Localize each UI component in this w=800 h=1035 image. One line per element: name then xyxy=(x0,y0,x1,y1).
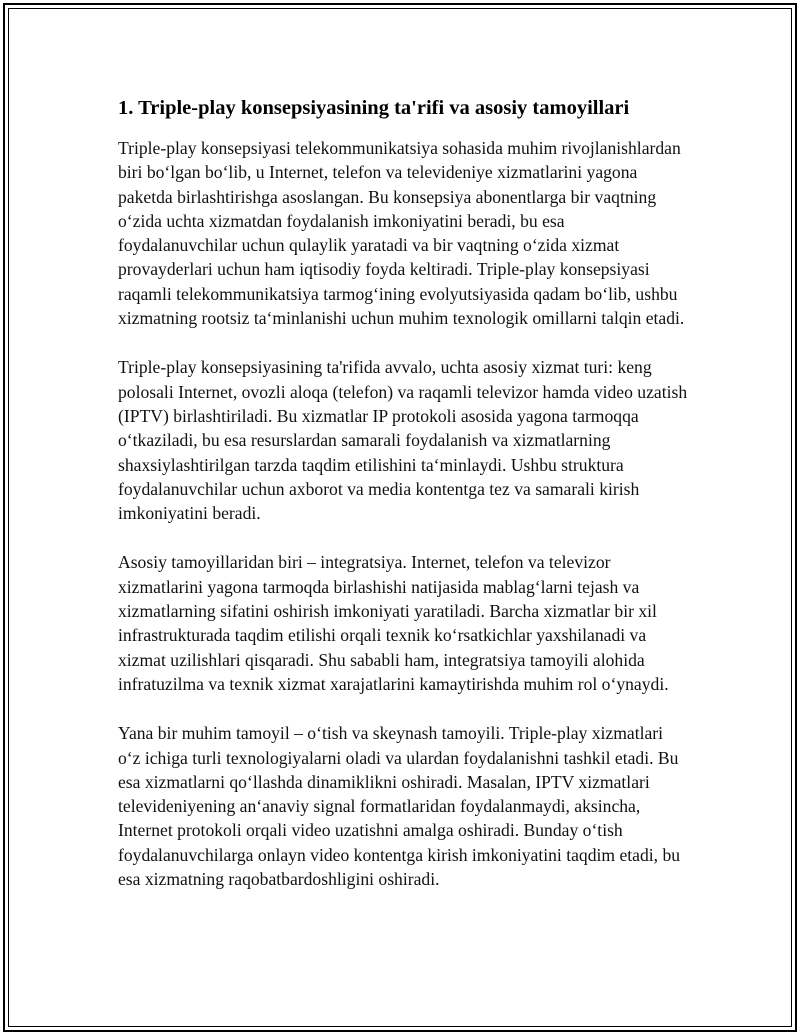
paragraph-1: Triple-play konsepsiyasi telekommunikatsiya sohasida muhim rivojlanishlardan biri bo‘lgan bo‘lib, u Internet, telefon va televideniye xizmatlarini yagona paketda birlashtirishga asoslangan. Bu konsepsiya abonentlarga bir vaqtning o‘zida uchta xizmatdan foydalanish imkoniyatini beradi, bu esa foydalanuvchilar uchun qulaylik yaratadi va bir vaqtning o‘zida xizmat provayderlari uchun ham iqtisodiy foyda keltiradi. Triple-play konsepsiyasi raqamli telekommunikatsiya tarmog‘ining evolyutsiyasida qadam bo‘lib, ushbu xizmatning rootsiz ta‘minlanishi uchun muhim texnologik omillarni talqin etadi. xyxy=(118,138,685,329)
paragraph-2: Triple-play konsepsiyasining ta'rifida avvalo, uchta asosiy xizmat turi: keng polosali Internet, ovozli aloqa (telefon) va raqamli televizor hamda video uzatish (IPTV) birlashtiriladi. Bu xizmatlar IP protokoli asosida yagona tarmoqqa o‘tkaziladi, bu esa resurslardan samarali foydalanish va xizmatlarning shaxsiylashtirilgan tarzda taqdim etilishini ta‘minlaydi. Ushbu struktura foydalanuvchilar uchun axborot va media kontentga tez va samarali kirish imkoniyatini beradi. xyxy=(118,357,688,524)
section-heading: 1. Triple-play konsepsiyasining ta'rifi va asosiy tamoyillari xyxy=(118,97,630,119)
paragraph-4: Yana bir muhim tamoyil – o‘tish va skeynash tamoyili. Triple-play xizmatlari o‘z ichiga turli texnologiyalarni oladi va ulardan foydalanishni tashkil etadi. Bu esa xizmatlarni qo‘llashda dinamiklikni oshiradi. Masalan, IPTV xizmatlari televideniyening an‘anaviy signal formatlaridan foydalanmaydi, aksincha, Internet protokoli orqali video uzatishni amalga oshiradi. Bunday o‘tish foydalanuvchilarga onlayn video kontentga kirish imkoniyatini taqdim etadi, bu esa xizmatning raqobatbardoshligini oshiradi. xyxy=(118,723,681,890)
paragraph-3: Asosiy tamoyillaridan biri – integratsiya. Internet, telefon va televizor xizmatlarini yagona tarmoqda birlashishi natijasida mablag‘larni tejash va xizmatlarning sifatini oshirish imkoniyati yaratiladi. Barcha xizmatlar bir xil infrastrukturada taqdim etilishi orqali texnik ko‘rsatkichlar yaxshilanadi va xizmat uzilishlari qisqaradi. Shu sababli ham, integratsiya tamoyili alohida infratuzilma va texnik xizmat xarajatlarini kamaytirishda muhim rol o‘ynaydi. xyxy=(118,552,669,694)
document-body xyxy=(118,94,688,916)
